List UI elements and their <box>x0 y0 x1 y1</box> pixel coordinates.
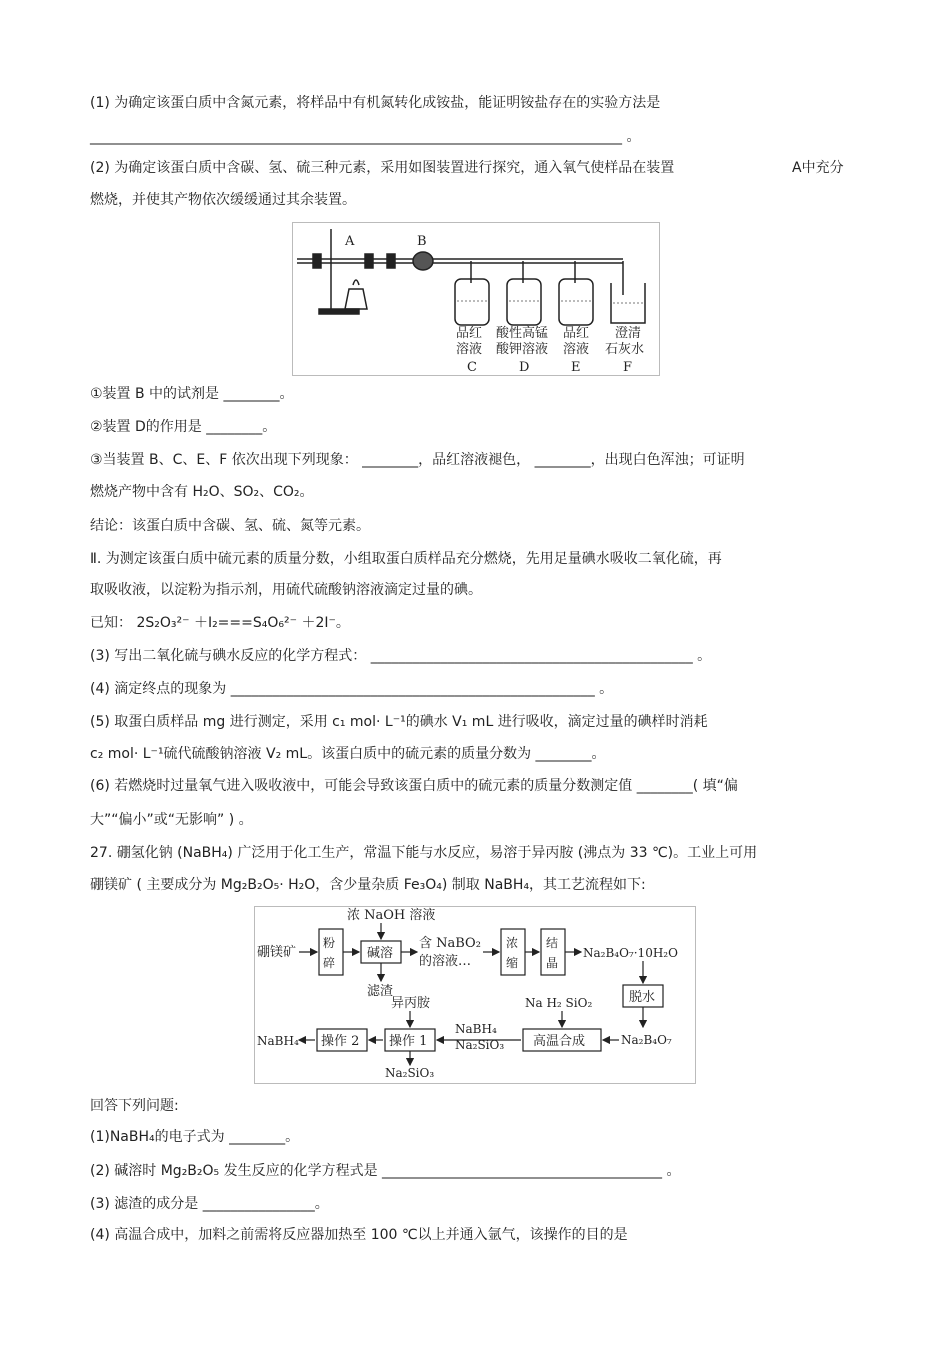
flow-borax: Na₂B₄O₇·10H₂O <box>583 946 678 960</box>
flow-crystallize-2: 晶 <box>546 956 559 970</box>
line-q1: (1) 为确定该蛋白质中含氮元素，将样品中有机氮转化成铵盐，能证明铵盐存在的实验方法是 <box>90 95 661 111</box>
bottle-e-line2: 溶液 <box>563 342 590 357</box>
line-q27-1: (1)NaBH₄的电子式为 ________。 <box>90 1129 300 1145</box>
line-q27-4: (4) 高温合成中，加料之前需将反应器加热至 100 ℃以上并通入氩气，该操作的目的是 <box>90 1227 628 1243</box>
label-b: B <box>417 234 427 249</box>
flow-mix-2: Na₂SiO₃ <box>455 1038 505 1052</box>
bottle-d-line2: 酸钾溶液 <box>496 342 549 357</box>
beaker-f-letter: F <box>623 360 633 375</box>
line-q2-2: ②装置 D的作用是 ________。 <box>90 419 277 435</box>
line-q2-tail: A中充分 <box>792 160 844 176</box>
flow-solution-2: 的溶液… <box>419 954 472 969</box>
beaker-f-line1: 澄清 <box>615 326 642 341</box>
flow-crush: 粉 <box>323 936 336 950</box>
flow-synthesis: 高温合成 <box>533 1034 586 1049</box>
line-q2: (2) 为确定该蛋白质中含碳、氢、硫三种元素，采用如图装置进行探究，通入氧气使样品在装置 <box>90 160 675 176</box>
line-q27-cont: 硼镁矿 ( 主要成分为 Mg₂B₂O₅· H₂O，含少量杂质 Fe₃O₄) 制取 NaBH₄，其工艺流程如下: <box>90 877 646 893</box>
line-q5: (5) 取蛋白质样品 mg 进行测定，采用 c₁ mol· L⁻¹的碘水 V₁ mL 进行吸收，滴定过量的碘样时消耗 <box>90 714 708 730</box>
bottle-e-letter: E <box>571 360 581 375</box>
line-q3: (3) 写出二氧化硫与碘水反应的化学方程式： ______________________________________________ 。 <box>90 648 712 664</box>
line-q6: (6) 若燃烧时过量氧气进入吸收液中，可能会导致该蛋白质中的硫元素的质量分数测定值 ________( 填“偏 <box>90 778 738 794</box>
flow-mix-1: NaBH₄ <box>455 1022 497 1036</box>
flow-figure <box>254 906 696 1084</box>
line-q2-3: ③当装置 B、C、E、F 依次出现下列现象： ________，品红溶液褪色， ________，出现白色浑浊；可证明 <box>90 452 745 468</box>
line-known: 已知： 2S₂O₃²⁻ ＋I₂===S₄O₆²⁻ ＋2I⁻。 <box>90 615 350 631</box>
line-q27-2: (2) 碱溶时 Mg₂B₂O₅ 发生反应的化学方程式是 ________________________________________ 。 <box>90 1163 681 1179</box>
line-q2-1: ①装置 B 中的试剂是 ________。 <box>90 386 294 402</box>
flow-residue: 滤渣 <box>367 984 394 999</box>
line-q2-3-cont: 燃烧产物中含有 H₂O、SO₂、CO₂。 <box>90 484 314 500</box>
flow-solution-1: 含 NaBO₂ <box>419 936 481 951</box>
flow-concentrate-1: 浓 <box>506 936 519 950</box>
flow-reactants: Na H₂ SiO₂ <box>525 996 593 1010</box>
beaker-f-line2: 石灰水 <box>605 342 645 357</box>
flow-alkali: 碱溶 <box>367 946 394 961</box>
flow-raw: 硼镁矿 <box>257 945 297 960</box>
flow-dehydrate: 脱水 <box>629 990 656 1005</box>
line-q6-cont: 大”“偏小”或“无影响” ) 。 <box>90 812 253 828</box>
flow-ipa: 异丙胺 <box>391 996 431 1011</box>
line-answer-prompt: 回答下列问题: <box>90 1098 179 1114</box>
apparatus-figure <box>292 222 660 376</box>
flow-op2: 操作 2 <box>321 1034 360 1049</box>
flow-product: NaBH₄ <box>257 1034 299 1048</box>
bottle-c-line2: 溶液 <box>456 342 483 357</box>
label-a: A <box>345 234 355 249</box>
line-q4: (4) 滴定终点的现象为 ____________________________________________________ 。 <box>90 681 614 697</box>
line-part2: Ⅱ. 为测定该蛋白质中硫元素的质量分数，小组取蛋白质样品充分燃烧，先用足量碘水吸收二氧化硫，再 <box>90 551 722 567</box>
flow-concentrate-2: 缩 <box>506 956 519 970</box>
line-conclusion: 结论：该蛋白质中含碳、氢、硫、氮等元素。 <box>90 518 370 534</box>
bottle-c-line1: 品红 <box>456 326 483 341</box>
bottle-c-letter: C <box>467 360 477 375</box>
bottle-e-line1: 品红 <box>563 326 590 341</box>
bottle-d-line1: 酸性高锰 <box>496 326 549 341</box>
flow-naoh: 浓 NaOH 溶液 <box>347 908 436 923</box>
bottle-d-letter: D <box>519 360 530 375</box>
answer-blank-q1: ____________________________________________________________________________ 。 <box>90 129 641 145</box>
line-q27: 27. 硼氢化钠 (NaBH₄) 广泛用于化工生产，常温下能与水反应，易溶于异丙胺 (沸点为 33 ℃)。工业上可用 <box>90 845 758 861</box>
flow-crush-2: 碎 <box>323 956 336 970</box>
line-q5-cont: c₂ mol· L⁻¹硫代硫酸钠溶液 V₂ mL。该蛋白质中的硫元素的质量分数为 ________。 <box>90 746 606 762</box>
line-part2-cont: 取吸收液，以淀粉为指示剂，用硫代硫酸钠溶液滴定过量的碘。 <box>90 582 482 598</box>
flow-drawing <box>255 907 695 1083</box>
flow-anhydrous: Na₂B₄O₇ <box>621 1033 672 1047</box>
flow-byproduct: Na₂SiO₃ <box>385 1066 435 1080</box>
line-q27-3: (3) 滤渣的成分是 ________________。 <box>90 1196 329 1212</box>
flow-op1: 操作 1 <box>389 1034 428 1049</box>
flow-crystallize-1: 结 <box>546 936 559 950</box>
line-q2-cont: 燃烧，并使其产物依次缓缓通过其余装置。 <box>90 192 356 208</box>
apparatus-drawing <box>293 223 659 375</box>
